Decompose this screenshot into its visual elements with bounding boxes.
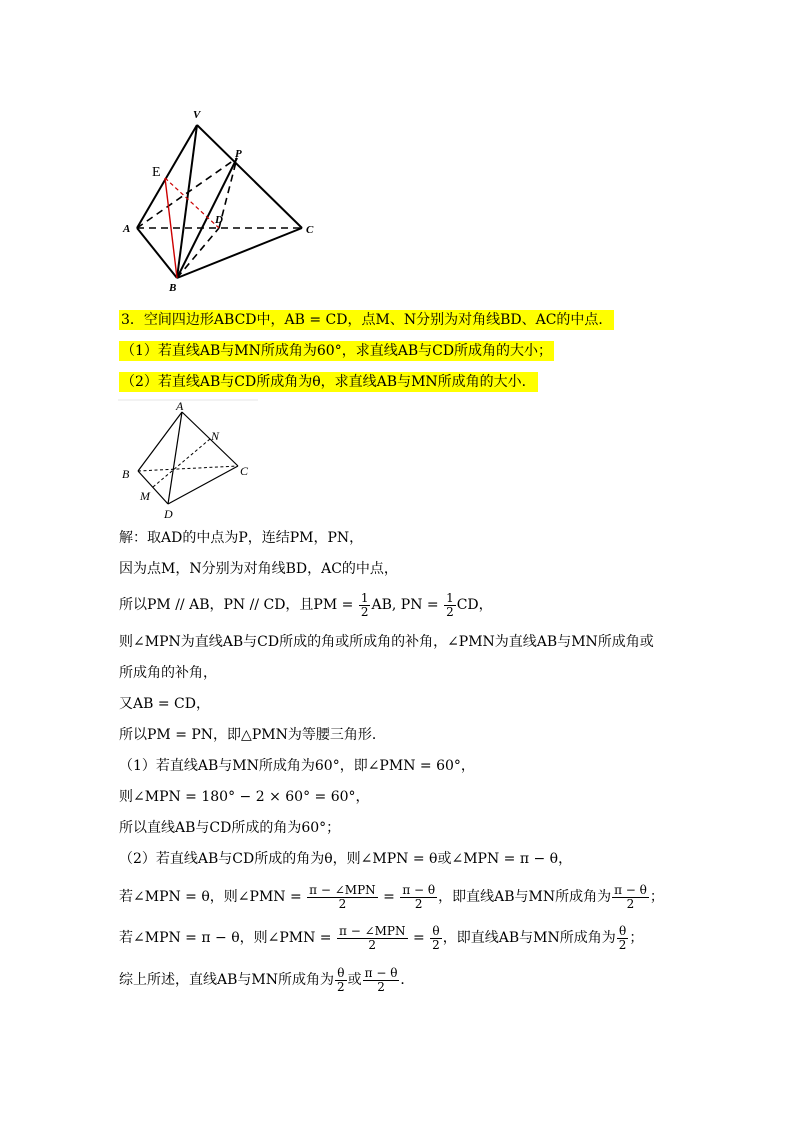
edge-AC	[182, 412, 238, 466]
edge-VB	[177, 125, 197, 278]
solution-line-8: （1）若直线AB与MN所成角为60°，即∠PMN = 60°，	[119, 758, 475, 774]
label-A: A	[123, 223, 131, 235]
problem-stem: 3．空间四边形ABCD中，AB = CD，点M、N分别为对角线BD、AC的中点．	[121, 312, 613, 328]
solution-line-3: 所以PM // AB，PN // CD，且PM = $\frac{1}{2}$ AB, PN = $\frac{1}{2}$ CD，	[119, 590, 493, 619]
solution-line-11: （2）若直线AB与CD所成的角为θ，则∠MPN = θ或∠MPN = π − θ，	[119, 851, 573, 867]
solution-line-9: 则∠MPN = 180° − 2 × 60° = 60°，	[119, 789, 370, 805]
solution-line-14: 综上所述，直线AB与MN所成角为 $\frac{\theta}{2}$ 或 $\frac{\pi - \theta}{2}$ ．	[119, 965, 415, 994]
edge-VC	[197, 125, 302, 228]
label-D: D	[215, 214, 223, 226]
label-P: P	[235, 148, 242, 160]
label-B: B	[169, 282, 177, 294]
solution-line-7: 所以PM = PN，即△PMN为等腰三角形．	[119, 727, 386, 743]
label-C: C	[306, 224, 314, 236]
label-M: M	[140, 489, 150, 503]
edge-BP	[177, 158, 237, 278]
fraction-half-2: $\frac{1}{2}$	[446, 590, 454, 619]
problem-part2: （2）若直线AB与CD所成角为θ，求直线AB与MN所成角的大小．	[121, 374, 536, 390]
edge-BC-dashed	[138, 466, 238, 471]
figure-tetrahedron	[118, 398, 263, 523]
edge-DC	[168, 466, 238, 504]
solution-line-2: 因为点M，N分别为对角线BD，AC的中点，	[119, 561, 398, 577]
solution-line-4: 则∠MPN为直线AB与CD所成的角或所成角的补角，∠PMN为直线AB与MN所成角或	[119, 634, 654, 650]
solution-line-1: 解：取AD的中点为P，连结PM，PN，	[119, 530, 364, 546]
label-N: N	[211, 429, 220, 443]
solution-line-10: 所以直线AB与CD所成的角为60°；	[119, 820, 341, 836]
label-D: D	[164, 507, 173, 521]
label-A: A	[176, 399, 184, 413]
edge-AB	[138, 412, 182, 471]
label-C: C	[240, 464, 249, 478]
edge-BC	[177, 228, 302, 278]
solution-line-5: 所成角的补角，	[119, 665, 217, 681]
label-E: E	[152, 165, 161, 180]
label-B: B	[122, 467, 130, 481]
edge-AB	[137, 228, 177, 278]
solution-line-6: 又AB = CD，	[119, 696, 210, 712]
solution-line-13: 若∠MPN = π − θ，则∠PMN = $\frac{\text{π − ∠MPN}}{2}$ = $\frac{\theta}{2}$ ，即直线AB与MN所成角为 $\frac{\theta}{2}$ ；	[119, 923, 644, 952]
edge-ED-red-dashed	[165, 178, 219, 228]
figure-pyramid	[115, 100, 325, 295]
solution-line-12: 若∠MPN = θ，则∠PMN = $\frac{\text{π − ∠MPN}}{2}$ = $\frac{\pi - \theta}{2}$ ，即直线AB与MN所成角为 $\frac{\pi - \theta}{2}$ ；	[119, 882, 664, 911]
label-V: V	[193, 109, 201, 121]
segment-MN-dashed	[153, 439, 210, 487]
fraction-half-1: $\frac{1}{2}$	[360, 590, 369, 619]
edge-VA	[137, 125, 197, 228]
edge-AD	[168, 412, 182, 504]
problem-part1: （1）若直线AB与MN所成角为60°，求直线AB与CD所成角的大小；	[121, 343, 553, 359]
